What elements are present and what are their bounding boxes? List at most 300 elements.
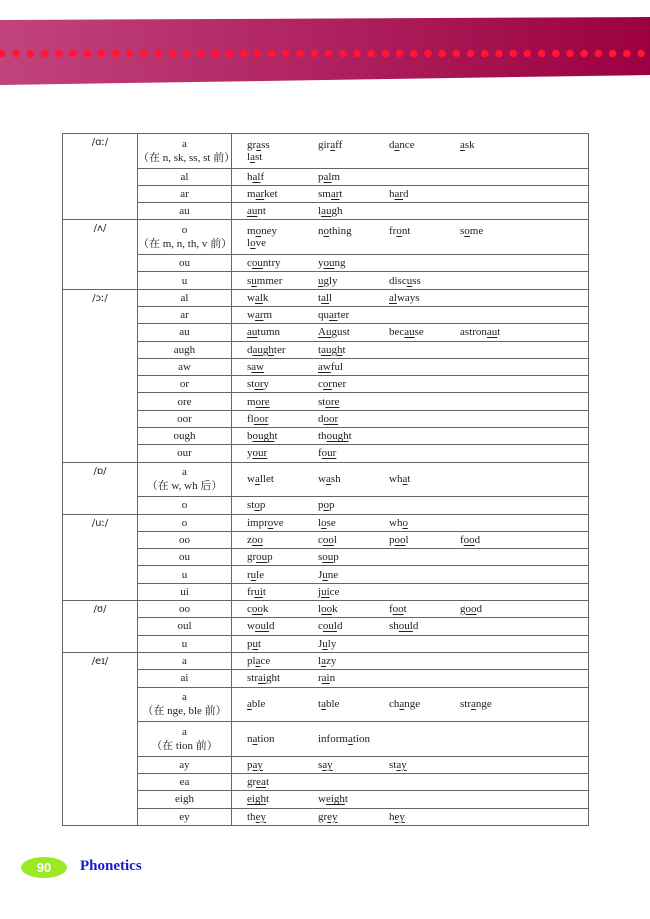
spelling-label: oor: [177, 412, 192, 425]
word-underlined-letters: oo: [463, 533, 475, 546]
spelling-cell: [138, 687, 232, 722]
word-underlined-letters: a: [321, 655, 326, 668]
spelling-cell: [138, 756, 232, 773]
word-underlined-letters: au: [486, 326, 498, 339]
word-underlined-letters: ou: [322, 551, 334, 564]
word-underlined-letters: u: [322, 637, 328, 650]
words-cell: [232, 341, 589, 358]
word-part: p: [247, 637, 253, 650]
word-part: l: [318, 205, 322, 218]
word-part: p: [259, 499, 266, 512]
banner-dot: [296, 50, 304, 58]
word-underlined-letters: aw: [318, 361, 331, 373]
word-part: gr: [247, 776, 257, 789]
word-underlined-letters: o: [396, 225, 402, 238]
spelling-label: u: [181, 274, 188, 287]
example-word: [460, 326, 531, 338]
word-part: d: [476, 603, 482, 616]
word-part: d: [318, 412, 324, 425]
phoneme-cell: /ʌ/: [63, 220, 138, 289]
spelling-label: ar: [180, 188, 189, 201]
spelling-cell: [138, 203, 232, 220]
word-underlined-letters: or: [254, 378, 264, 391]
spelling-cell: [138, 393, 232, 410]
word-underlined-letters: o: [323, 499, 329, 512]
word-part: ght: [265, 672, 281, 685]
banner-dot: [424, 50, 432, 58]
word-part: llet: [259, 473, 274, 486]
table-row: [63, 652, 589, 669]
words-cell: [232, 168, 589, 185]
example-word: [247, 309, 318, 321]
spelling-label: oo: [179, 603, 190, 616]
word-part: str: [460, 698, 471, 711]
example-word: [247, 447, 318, 459]
example-word: [247, 413, 318, 425]
word-underlined-letters: ay: [396, 758, 407, 771]
word-part: fr: [389, 225, 397, 238]
words-cell: [232, 185, 589, 202]
table-row: [63, 255, 589, 272]
word-part: k: [262, 291, 269, 304]
example-word: [318, 759, 389, 771]
word-part: str: [247, 672, 258, 685]
spelling-note: （在 m, n, th, v 前）: [138, 238, 233, 251]
word-underlined-letters: a: [250, 150, 255, 163]
table-row: [63, 134, 589, 169]
spelling-cell: [138, 566, 232, 583]
word-part: d: [412, 620, 419, 633]
banner-dot: [524, 50, 532, 58]
word-part: c: [318, 620, 323, 633]
example-word: [389, 759, 460, 771]
word-underlined-letters: ui: [254, 585, 263, 598]
word-underlined-letters: o: [250, 237, 256, 250]
word-underlined-letters: a: [252, 732, 258, 745]
banner-dot: [12, 50, 20, 58]
spelling-cell: [138, 549, 232, 566]
word-part: J: [318, 568, 323, 581]
word-part: ve: [273, 516, 284, 529]
word-part: r: [318, 672, 322, 685]
words-cell: [232, 324, 589, 341]
example-word: [247, 205, 318, 217]
banner-dot: [595, 50, 603, 58]
word-part: k: [262, 603, 269, 616]
word-underlined-letters: o: [464, 225, 470, 238]
word-part: c: [318, 378, 323, 391]
banner-dot: [481, 50, 489, 58]
table-row: [63, 601, 589, 618]
table-row: [63, 272, 589, 289]
word-part: p: [247, 758, 253, 771]
example-word: [247, 151, 318, 163]
word-part: k: [332, 603, 338, 616]
example-word: [389, 698, 460, 710]
word-underlined-letters: au: [247, 326, 258, 339]
word-part: d: [474, 533, 481, 546]
example-word: [247, 257, 318, 269]
spelling-cell: [138, 255, 232, 272]
example-word: [318, 205, 389, 217]
words-cell: [232, 220, 589, 255]
word-underlined-letters: u: [251, 274, 257, 287]
spelling-label: o: [181, 224, 188, 237]
words-cell: [232, 134, 589, 169]
example-word: [247, 473, 318, 485]
word-underlined-letters: ui: [321, 585, 330, 598]
word-part: st: [389, 758, 397, 771]
word-part: sm: [318, 188, 331, 201]
banner-dot: [453, 50, 461, 58]
word-part: h: [247, 170, 253, 183]
example-word: [318, 413, 389, 425]
word-part: l: [405, 533, 409, 546]
word-underlined-letters: ar: [330, 188, 340, 201]
word-part: bec: [389, 326, 405, 339]
word-part: d: [247, 343, 253, 356]
spelling-cell: [138, 652, 232, 669]
word-underlined-letters: or: [322, 378, 333, 391]
example-word: [247, 638, 318, 650]
word-part: l: [318, 516, 322, 529]
word-part: nce: [399, 138, 415, 151]
banner-dot: [154, 50, 162, 58]
word-underlined-letters: ay: [252, 758, 263, 771]
word-part: th: [247, 810, 256, 823]
word-part: m: [331, 170, 341, 183]
word-part: f: [318, 447, 322, 460]
spelling-cell: [138, 185, 232, 202]
word-part: b: [247, 430, 253, 443]
example-word: [318, 447, 389, 459]
example-word: [460, 603, 531, 615]
word-part: ner: [332, 378, 347, 391]
word-underlined-letters: augh: [252, 343, 274, 356]
example-word: [389, 275, 460, 287]
table-row: [63, 428, 589, 445]
words-cell: [232, 722, 589, 757]
banner-dot: [83, 50, 91, 58]
banner-dot: [225, 50, 233, 58]
banner-dot: [268, 50, 276, 58]
word-underlined-letters: oo: [465, 603, 477, 616]
example-word: [247, 361, 318, 373]
word-part: p: [389, 533, 395, 546]
example-word: [247, 517, 318, 529]
banner-dot: [339, 50, 347, 58]
word-part: ve: [255, 237, 266, 250]
word-underlined-letters: aw: [251, 361, 265, 373]
table-row: [63, 722, 589, 757]
example-word: [318, 326, 389, 338]
words-cell: [232, 687, 589, 722]
word-underlined-letters: oul: [398, 620, 413, 633]
banner-dot: [27, 50, 35, 58]
spelling-label: ai: [180, 672, 189, 685]
example-word: [460, 139, 531, 151]
word-underlined-letters: oo: [322, 533, 334, 546]
example-word: [318, 309, 389, 321]
word-part: ss: [412, 274, 421, 287]
word-underlined-letters: oo: [392, 603, 404, 616]
example-word: [460, 534, 531, 546]
words-cell: [232, 203, 589, 220]
spelling-label: o: [181, 516, 188, 529]
spelling-label: eigh: [175, 793, 194, 806]
banner-dot: [55, 50, 63, 58]
header-banner: [0, 0, 650, 100]
word-part: t: [344, 793, 348, 806]
example-word: [247, 620, 318, 632]
word-part: thing: [329, 225, 352, 238]
banner-dot: [126, 50, 134, 58]
words-cell: [232, 618, 589, 635]
words-cell: [232, 376, 589, 393]
spelling-label: al: [180, 170, 189, 183]
table-row: [63, 791, 589, 808]
word-part: le: [256, 568, 265, 581]
example-word: [247, 430, 318, 442]
banner-dot: [509, 50, 517, 58]
example-word: [318, 396, 389, 408]
table-row: [63, 324, 589, 341]
example-word: [247, 188, 318, 200]
example-word: [247, 396, 318, 408]
word-part: l: [329, 291, 333, 304]
banner-dot: [438, 50, 446, 58]
spelling-cell: [138, 514, 232, 531]
banner-dot: [367, 50, 375, 58]
words-cell: [232, 514, 589, 531]
banner-dot: [325, 50, 333, 58]
example-word: [389, 292, 460, 304]
word-part: y: [318, 257, 324, 270]
banner-dot: [211, 50, 219, 58]
word-underlined-letters: o: [255, 225, 262, 238]
table-row: [63, 289, 589, 306]
word-underlined-letters: o: [254, 499, 260, 512]
spelling-cell: [138, 462, 232, 497]
word-underlined-letters: a: [254, 473, 260, 486]
example-word: [247, 793, 318, 805]
word-part: t: [262, 585, 266, 598]
word-part: ble: [325, 698, 340, 711]
word-part: c: [247, 257, 252, 270]
table-row: [63, 376, 589, 393]
word-part: s: [460, 225, 465, 238]
word-part: sk: [464, 138, 475, 151]
example-word: [247, 551, 318, 563]
word-underlined-letters: a: [399, 698, 405, 711]
word-underlined-letters: o: [267, 516, 274, 529]
example-word: [389, 326, 460, 338]
word-part: y: [247, 447, 253, 460]
word-underlined-letters: oul: [254, 620, 270, 633]
example-word: [318, 733, 389, 745]
word-underlined-letters: o: [321, 516, 327, 529]
banner-dot: [311, 50, 319, 58]
example-word: [247, 225, 318, 237]
word-part: f: [389, 603, 393, 616]
spelling-cell: [138, 134, 236, 169]
word-part: h: [389, 810, 395, 823]
word-underlined-letters: ar: [329, 309, 338, 322]
banner-dot: [240, 50, 248, 58]
spelling-cell: [138, 808, 232, 825]
word-part: n: [247, 732, 253, 745]
word-part: wh: [389, 516, 403, 529]
example-word: [389, 534, 460, 546]
table-row: [63, 410, 589, 427]
words-cell: [232, 601, 589, 618]
word-underlined-letters: a: [330, 138, 336, 151]
table-row: [63, 531, 589, 548]
word-underlined-letters: eigh: [325, 793, 345, 806]
words-cell: [232, 393, 589, 410]
word-part: p: [267, 551, 273, 564]
table-row: [63, 687, 589, 722]
word-underlined-letters: oul: [322, 620, 337, 633]
example-word: [389, 811, 460, 823]
word-part: s: [318, 551, 323, 564]
banner-dot: [467, 50, 475, 58]
word-underlined-letters: au: [321, 205, 332, 218]
banner-dot: [98, 50, 106, 58]
spelling-label: ea: [179, 776, 190, 789]
spelling-label: oo: [179, 533, 190, 546]
word-underlined-letters: ea: [256, 776, 266, 789]
banner-dot: [353, 50, 361, 58]
banner-dot: [580, 50, 588, 58]
example-word: [318, 188, 389, 200]
spelling-label: ore: [177, 395, 192, 408]
word-part: t: [348, 430, 352, 443]
banner-dot: [410, 50, 418, 58]
example-word: [389, 473, 460, 485]
word-part: g: [460, 603, 466, 616]
spelling-cell: [138, 410, 232, 427]
word-part: inform: [318, 732, 348, 745]
spelling-cell: [138, 635, 232, 652]
word-underlined-letters: a: [325, 473, 331, 486]
word-part: tumn: [257, 326, 281, 339]
example-word: [247, 139, 318, 151]
spelling-cell: [138, 618, 232, 635]
word-part: s: [247, 274, 252, 287]
banner-dot: [609, 50, 617, 58]
word-part: t: [318, 291, 322, 304]
example-word: [247, 378, 318, 390]
word-part: d: [336, 620, 343, 633]
page-number-badge: 90: [21, 857, 67, 878]
word-part: w: [247, 309, 255, 322]
word-part: n: [318, 225, 324, 238]
banner-stripe: [0, 17, 650, 85]
example-word: [247, 534, 318, 546]
table-row: [63, 618, 589, 635]
word-part: gir: [318, 138, 331, 151]
word-part: f: [260, 170, 265, 183]
word-part: nge: [475, 698, 492, 711]
example-word: [389, 603, 460, 615]
words-cell: [232, 358, 589, 375]
word-underlined-letters: al: [389, 291, 397, 304]
banner-dot: [552, 50, 560, 58]
banner-dot: [495, 50, 503, 58]
word-underlined-letters: oor: [323, 412, 339, 425]
word-part: nge: [404, 698, 421, 711]
spelling-cell: [138, 497, 232, 514]
word-part: ful: [330, 361, 344, 373]
word-part: se: [414, 326, 424, 339]
spelling-label: al: [180, 291, 189, 304]
example-word: [247, 237, 318, 249]
word-underlined-letters: oo: [321, 603, 333, 616]
word-underlined-letters: u: [318, 274, 324, 287]
word-part: ney: [261, 225, 277, 238]
spelling-label: ey: [179, 810, 190, 823]
banner-dot: [197, 50, 205, 58]
word-part: se: [326, 516, 336, 529]
words-cell: [232, 808, 589, 825]
word-part: t: [342, 343, 346, 356]
word-part: disc: [389, 274, 407, 287]
word-underlined-letters: our: [321, 447, 337, 460]
table-row: [63, 566, 589, 583]
word-part: fr: [247, 585, 255, 598]
spelling-cell: [138, 722, 232, 757]
example-word: [247, 672, 318, 684]
word-part: ce: [329, 585, 340, 598]
word-part: w: [247, 291, 255, 304]
word-part: gr: [318, 810, 328, 823]
example-word: [318, 672, 389, 684]
word-part: w: [247, 620, 255, 633]
word-part: gh: [331, 205, 343, 218]
word-underlined-letters: au: [404, 326, 415, 339]
spelling-cell: [138, 583, 232, 600]
word-part: l: [333, 533, 337, 546]
example-word: [247, 171, 318, 183]
word-part: gly: [323, 274, 338, 287]
word-part: t: [407, 473, 411, 486]
spelling-label: u: [181, 637, 188, 650]
table-row: [63, 358, 589, 375]
spelling-label: u: [181, 568, 188, 581]
words-cell: [232, 652, 589, 669]
banner-dot: [254, 50, 262, 58]
banner-dot: [69, 50, 77, 58]
words-cell: [232, 428, 589, 445]
example-word: [318, 534, 389, 546]
spelling-cell: [138, 445, 232, 462]
word-underlined-letters: a: [255, 655, 261, 668]
example-word: [247, 292, 318, 304]
word-part: ntry: [262, 257, 281, 270]
table-row: [63, 220, 589, 255]
word-part: sh: [330, 473, 341, 486]
table-row: [63, 341, 589, 358]
word-underlined-letters: oo: [394, 533, 406, 546]
word-part: nt: [257, 205, 266, 218]
word-underlined-letters: ai: [258, 672, 266, 685]
word-part: z: [247, 533, 252, 546]
word-underlined-letters: ough: [326, 430, 349, 443]
word-part: m: [247, 395, 256, 408]
word-part: c: [247, 603, 252, 616]
spelling-label: augh: [173, 343, 196, 356]
